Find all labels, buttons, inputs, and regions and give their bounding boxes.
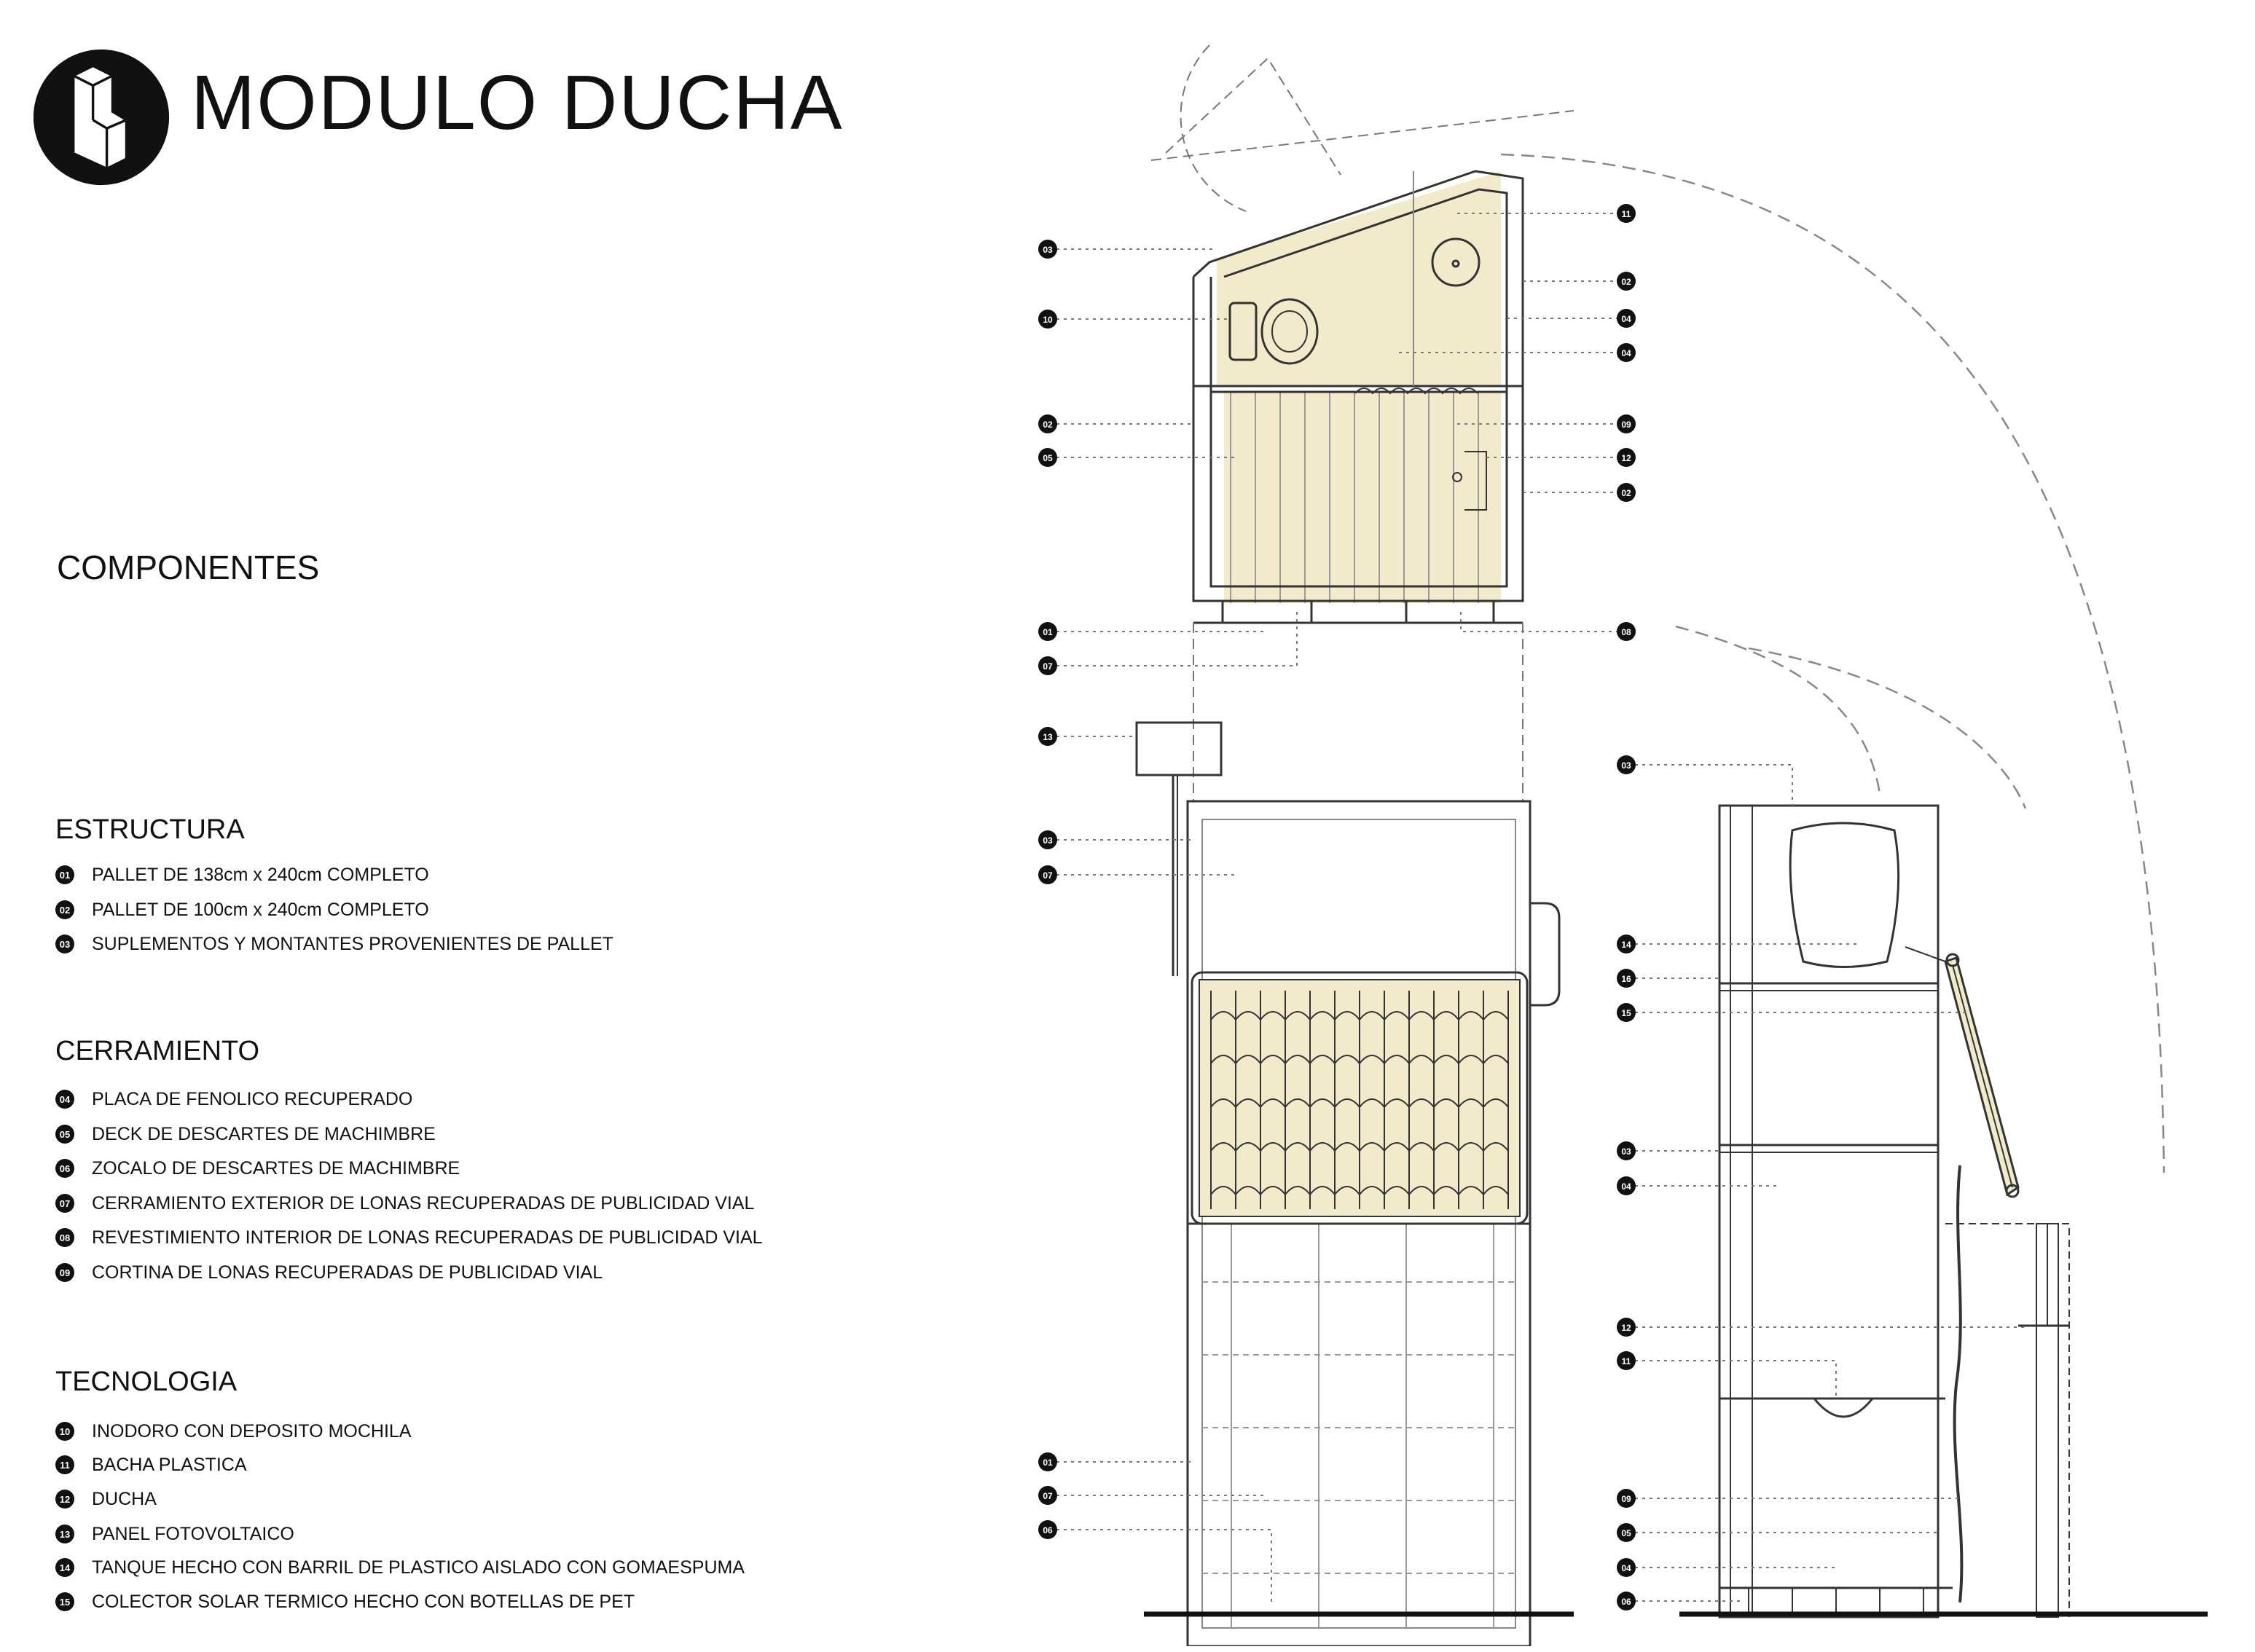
legend-text: DUCHA	[92, 1488, 157, 1509]
tag-label: 05	[1621, 1528, 1631, 1538]
legend-text: DECK DE DESCARTES DE MACHIMBRE	[92, 1123, 436, 1144]
tag-label: 06	[1043, 1525, 1053, 1535]
tag-marker	[1617, 1141, 1719, 1160]
tag-marker	[1617, 1558, 1836, 1577]
tag-label: 07	[1043, 1491, 1053, 1501]
tag-marker	[1038, 622, 1268, 641]
legend-text: SUPLEMENTOS Y MONTANTES PROVENIENTES DE PALLET	[92, 933, 613, 954]
number-badge: 08	[55, 1228, 74, 1247]
components-heading: COMPONENTES	[57, 548, 320, 586]
legend-item	[55, 1228, 763, 1247]
legend-text: COLECTOR SOLAR TERMICO HECHO CON BOTELLAS DE PET	[92, 1591, 635, 1612]
tag-marker	[1523, 272, 1636, 291]
legend-item	[55, 1159, 460, 1178]
section-heading-tecnologia: TECNOLOGIA	[55, 1366, 238, 1397]
legend-item	[55, 1455, 247, 1474]
tag-marker	[1617, 1003, 1967, 1022]
architectural-drawing	[1020, 44, 2255, 1646]
front-elevation	[1137, 623, 1574, 1646]
number-badge: 12	[55, 1490, 74, 1509]
tag-label: 02	[1621, 277, 1631, 287]
number-badge: 04	[55, 1090, 74, 1109]
legend-item	[55, 935, 613, 953]
legend-text: PLACA DE FENOLICO RECUPERADO	[92, 1088, 413, 1109]
legend-item	[55, 1125, 436, 1144]
side-section	[1679, 806, 2208, 1617]
tag-label: 09	[1621, 420, 1631, 430]
legend-item	[55, 1090, 412, 1109]
legend-text: BACHA PLASTICA	[92, 1454, 247, 1475]
tag-label: 04	[1621, 1563, 1631, 1573]
section-heading-estructura: ESTRUCTURA	[55, 814, 245, 845]
legend-text: TANQUE HECHO CON BARRIL DE PLASTICO AISLADO CON GOMAESPUMA	[92, 1557, 745, 1578]
tag-label: 08	[1621, 627, 1631, 637]
tag-marker	[1038, 1520, 1271, 1602]
tag-marker	[1617, 1523, 1938, 1542]
tag-label: 04	[1621, 348, 1631, 358]
number-badge: 07	[55, 1194, 74, 1213]
tag-label: 03	[1043, 245, 1053, 255]
tag-label: 12	[1621, 1323, 1631, 1333]
tag-marker	[1038, 310, 1231, 329]
tag-marker	[1617, 1176, 1778, 1195]
section-heading-cerramiento: CERRAMIENTO	[55, 1036, 260, 1066]
number-badge: 15	[55, 1592, 74, 1611]
tag-label: 10	[1043, 315, 1053, 325]
number-badge: 10	[55, 1422, 74, 1441]
tag-label: 12	[1621, 453, 1631, 463]
tag-label: 01	[1043, 627, 1053, 637]
tag-marker	[1617, 969, 1719, 988]
number-badge: 13	[55, 1525, 74, 1543]
legend-item	[55, 900, 429, 919]
tag-marker	[1038, 727, 1137, 746]
legend-item	[55, 865, 429, 884]
page-title: MODULO DUCHA	[191, 60, 844, 146]
tag-label: 04	[1621, 314, 1631, 324]
legend-item	[55, 1194, 754, 1213]
tag-label: 04	[1621, 1181, 1631, 1192]
legend-item	[55, 1558, 745, 1577]
tag-label: 15	[1621, 1008, 1631, 1018]
tag-label: 07	[1043, 870, 1053, 881]
legend-item	[55, 1592, 635, 1611]
tag-marker	[1523, 483, 1636, 502]
tag-marker	[1038, 414, 1195, 433]
number-badge: 03	[55, 935, 74, 953]
tag-marker	[1038, 865, 1239, 884]
tag-marker	[1617, 1351, 1836, 1399]
tag-label: 01	[1043, 1458, 1053, 1468]
tag-marker	[1461, 612, 1636, 641]
tag-marker	[1507, 309, 1636, 328]
tag-marker	[1617, 1318, 2025, 1337]
tag-marker	[1617, 755, 1792, 806]
tag-label: 03	[1621, 1146, 1631, 1157]
legend-text: PALLET DE 100cm x 240cm COMPLETO	[92, 899, 429, 920]
legend-text: PALLET DE 138cm x 240cm COMPLETO	[92, 864, 429, 885]
tag-label: 11	[1621, 1356, 1631, 1366]
number-badge: 02	[55, 900, 74, 919]
tag-marker	[1038, 612, 1297, 675]
legend-text: INODORO CON DEPOSITO MOCHILA	[92, 1420, 412, 1441]
legend-text: REVESTIMIENTO INTERIOR DE LONAS RECUPERADAS DE PUBLICIDAD VIAL	[92, 1227, 763, 1248]
tag-marker	[1038, 1486, 1268, 1505]
number-badge: 06	[55, 1159, 74, 1178]
tag-marker	[1486, 448, 1636, 467]
legend-text: CORTINA DE LONAS RECUPERADAS DE PUBLICIDAD VIAL	[92, 1262, 603, 1283]
number-badge: 05	[55, 1125, 74, 1144]
tag-label: 13	[1043, 732, 1053, 742]
tag-label: 14	[1621, 940, 1631, 950]
legend-text: PANEL FOTOVOLTAICO	[92, 1523, 294, 1544]
tag-label: 16	[1621, 974, 1631, 984]
legend-item	[55, 1490, 157, 1509]
legend-text: ZOCALO DE DESCARTES DE MACHIMBRE	[92, 1157, 460, 1179]
number-badge: 11	[55, 1455, 74, 1474]
logo-icon	[32, 48, 170, 186]
legend-item	[55, 1263, 603, 1282]
number-badge: 01	[55, 865, 74, 884]
tag-marker	[1038, 1452, 1195, 1471]
number-badge: 14	[55, 1558, 74, 1577]
legend-item	[55, 1525, 294, 1543]
side-left-tags	[1617, 755, 2025, 1610]
tag-marker	[1617, 1489, 1960, 1508]
tag-label: 11	[1621, 209, 1631, 219]
tag-marker	[1038, 448, 1239, 467]
tag-label: 05	[1043, 453, 1053, 463]
tag-label: 09	[1621, 1494, 1631, 1504]
tag-label: 02	[1621, 488, 1631, 498]
number-badge: 09	[55, 1263, 74, 1282]
tag-label: 06	[1621, 1597, 1631, 1607]
tag-marker	[1038, 240, 1217, 259]
tag-marker	[1038, 830, 1195, 849]
tag-label: 03	[1043, 835, 1053, 846]
tag-label: 03	[1621, 760, 1631, 771]
tag-label: 02	[1043, 420, 1053, 430]
tag-label: 07	[1043, 661, 1053, 672]
tag-marker	[1617, 935, 1858, 953]
tag-marker	[1617, 1592, 1741, 1610]
legend-item	[55, 1422, 411, 1441]
legend-text: CERRAMIENTO EXTERIOR DE LONAS RECUPERADAS DE PUBLICIDAD VIAL	[92, 1192, 755, 1214]
